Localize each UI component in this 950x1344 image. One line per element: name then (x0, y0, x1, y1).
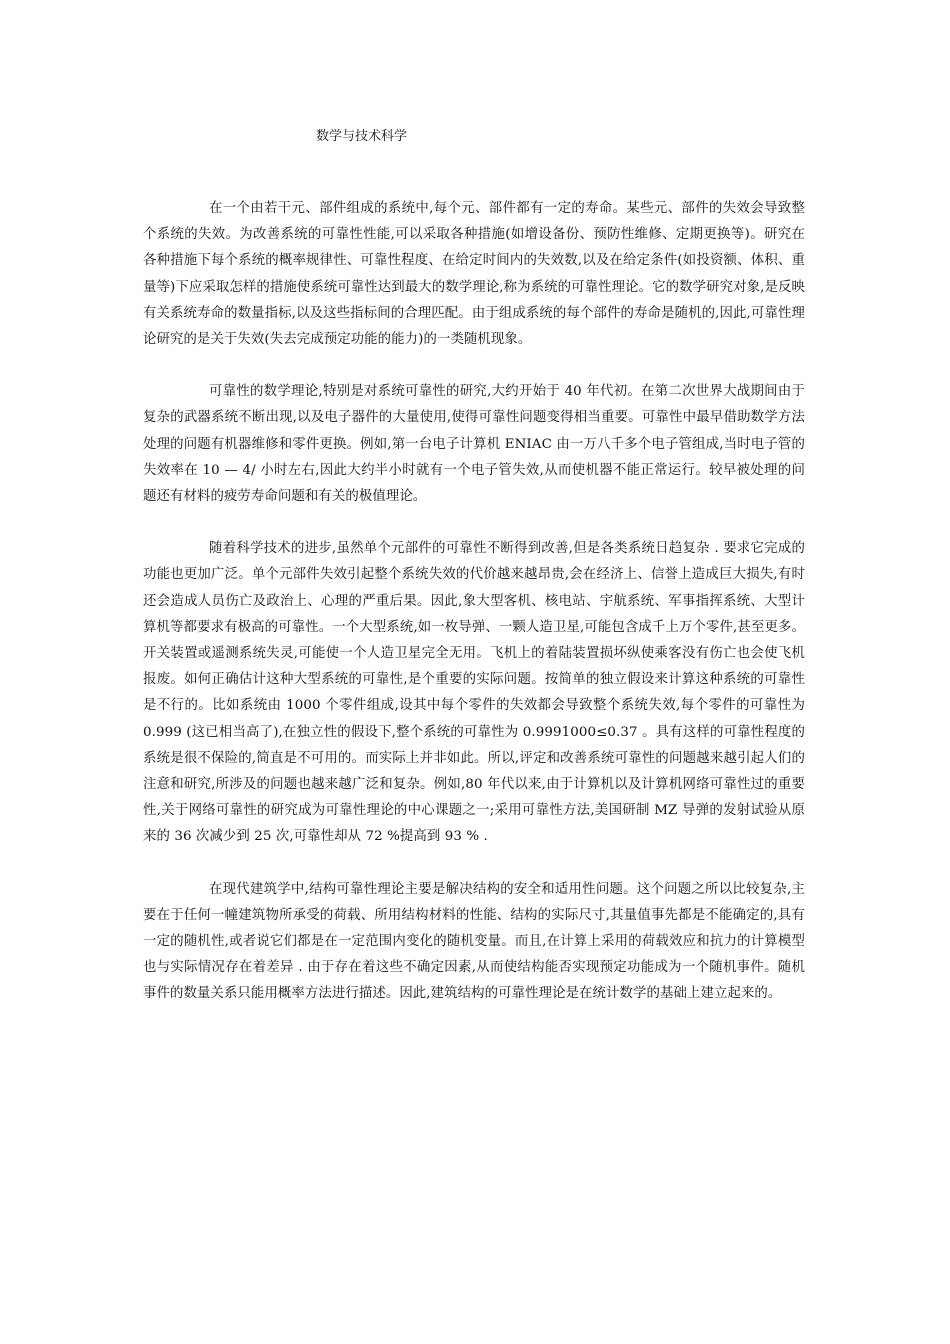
paragraph-2: 可靠性的数学理论,特别是对系统可靠性的研究,大约开始于 40 年代初。在第二次世界大战期间由于复杂的武器系统不断出现,以及电子器件的大量使用,使得可靠性问题变得相当重要。可靠性中最早借助数学方法处理的问题有机器维修和零件更换。例如,第一台电子计算机 ENIAC 由一万八千多个电子管组成,当时电子管的失效率在 10 — 4/ 小时左右,因此大约半小时就有一个电子管失效,从而使机器不能正常运行。较早被处理的问题还有材料的疲劳寿命问题和有关的极值理论。 (143, 384, 805, 505)
paragraph-4: 在现代建筑学中,结构可靠性理论主要是解决结构的安全和适用性问题。这个问题之所以比较复杂,主要在于任何一幢建筑物所承受的荷载、所用结构材料的性能、结构的实际尺寸,其量值事先都是不能确定的,具有一定的随机性,或者说它们都是在一定范围内变化的随机变量。而且,在计算上采用的荷载效应和抗力的计算模型也与实际情况存在着差异 . 由于存在着这些不确定因素,从而使结构能否实现预定功能成为一个随机事件。随机事件的数量关系只能用概率方法进行描述。因此,建筑结构的可靠性理论是在统计数学的基础上建立起来的。 (143, 881, 805, 1002)
paragraph-1: 在一个由若干元、部件组成的系统中,每个元、部件都有一定的寿命。某些元、部件的失效会导致整个系统的失效。为改善系统的可靠性性能,可以采取各种措施(如增设备份、预防性维修、定期更换等)。研究在各种措施下每个系统的概率规律性、可靠性程度、在给定时间内的失效数,以及在给定条件(如投资额、体积、重量等)下应采取怎样的措施使系统可靠性达到最大的数学理论,称为系统的可靠性理论。它的数学研究对象,是反映有关系统寿命的数量指标,以及这些指标间的合理匹配。由于组成系统的每个部件的寿命是随机的,因此,可靠性理论研究的是关于失效(失去完成预定功能的能力)的一类随机现象。 (143, 201, 805, 348)
document-body (143, 196, 805, 1034)
document-title: 数学与技术科学 (316, 129, 408, 144)
paragraph-3: 随着科学技术的进步,虽然单个元部件的可靠性不断得到改善,但是各类系统日趋复杂 . 要求它完成的功能也更加广泛。单个元部件失效引起整个系统失效的代价越来越昂贵,会在经济上、信誉上造成巨大损失,有时还会造成人员伤亡及政治上、心理的严重后果。因此,象大型客机、核电站、宇航系统、军事指挥系统、大型计算机等都要求有极高的可靠性。一个大型系统,如一枚导弹、一颗人造卫星,可能包含成千上万个零件,甚至更多。开关装置或遥测系统失灵,可能使一个人造卫星完全无用。飞机上的着陆装置损坏纵使乘客没有伤亡也会使飞机报废。如何正确估计这种大型系统的可靠性,是个重要的实际问题。按简单的独立假设来计算这种系统的可靠性是不行的。比如系统由 1000 个零件组成,设其中每个零件的失效都会导致整个系统失效,每个零件的可靠性为 0.999 (这已相当高了),在独立性的假设下,整个系统的可靠性为 0.9991000≤0.37 。具有这样的可靠性程度的系统是很不保险的,简直是不可用的。而实际上并非如此。所以,评定和改善系统可靠性的问题越来越引起人们的注意和研究,所涉及的问题也越来越广泛和复杂。例如,80 年代以来,由于计算机以及计算机网络可靠性过的重要性,关于网络可靠性的研究成为可靠性理论的中心课题之一;采用可靠性方法,美国研制 MZ 导弹的发射试验从原来的 36 次减少到 25 次,可靠性却从 72 %提高到 93 % . (143, 541, 805, 845)
